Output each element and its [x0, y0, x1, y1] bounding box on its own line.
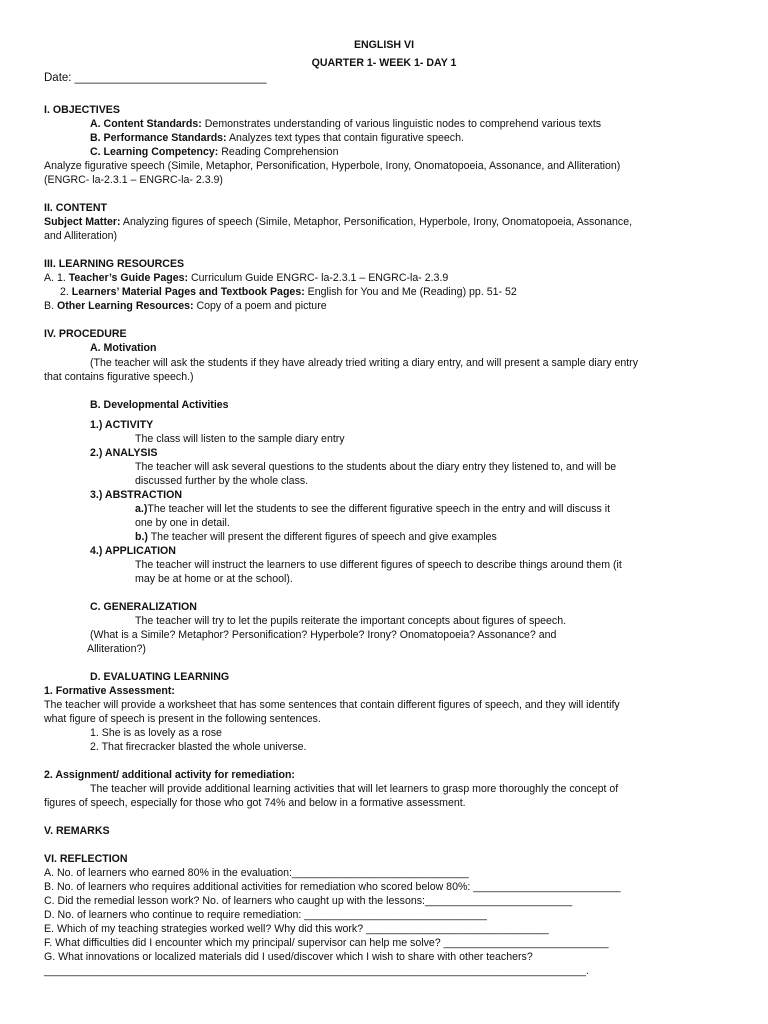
doc-title: ENGLISH VI: [353, 39, 415, 51]
content-standards: [90, 117, 601, 131]
remarks-heading: V. REMARKS: [44, 825, 110, 837]
activity-text: The class will listen to the sample diary entry: [135, 433, 345, 445]
generalization-line-1: The teacher will try to let the pupils reiterate the important concepts about figures of speech.: [135, 615, 567, 627]
reflection-e: E. Which of my teaching strategies worked well? Why did this work? _______________________________: [44, 923, 549, 935]
subject-matter-label: Subject Matter:: [44, 216, 121, 228]
procedure-heading: IV. PROCEDURE: [44, 328, 127, 340]
generalization-heading: C. GENERALIZATION: [90, 601, 197, 613]
application-heading: 4.) APPLICATION: [90, 545, 176, 557]
abstraction-a-text: The teacher will let the students to see the different figurative speech in the entry and will discuss it: [147, 503, 611, 515]
application-line-2: may be at home or at the school).: [135, 573, 293, 585]
motivation-line-2: that contains figurative speech.): [44, 371, 194, 383]
content-standards-text: Demonstrates understanding of various linguistic nodes to comprehend various texts: [201, 118, 602, 130]
motivation-line-1: (The teacher will ask the students if they have already tried writing a diary entry, and will present a sample diary entry: [90, 357, 638, 369]
abstraction-a-label: a.): [135, 503, 148, 515]
learning-competency-label: C. Learning Competency:: [90, 146, 219, 158]
subject-matter: [44, 215, 632, 229]
teachers-guide-text: Curriculum Guide ENGRC- la-2.3.1 – ENGRC-la- 2.3.9: [188, 272, 449, 284]
content-heading: II. CONTENT: [44, 202, 107, 214]
teachers-guide-pages: [44, 271, 448, 285]
application-line-1: The teacher will instruct the learners to use different figures of speech to describe things around them (it: [135, 559, 622, 571]
evaluating-heading: D. EVALUATING LEARNING: [90, 671, 230, 683]
learning-competency-text: Reading Comprehension: [218, 146, 339, 158]
abstraction-b-label: b.): [135, 531, 148, 543]
assignment-line-2: figures of speech, especially for those who got 74% and below in a formative assessment.: [44, 797, 466, 809]
learners-material-pages: [60, 285, 517, 299]
other-resources-label: Other Learning Resources:: [56, 300, 194, 312]
reflection-d: D. No. of learners who continue to require remediation: _______________________________: [44, 909, 487, 921]
analysis-line-1: The teacher will ask several questions to the students about the diary entry they listened to, and will be: [135, 461, 617, 473]
reflection-c: C. Did the remedial lesson work? No. of learners who caught up with the lessons:_________________________: [44, 895, 573, 907]
doc-subtitle: QUARTER 1- WEEK 1- DAY 1: [311, 57, 457, 69]
resources-heading: III. LEARNING RESOURCES: [44, 258, 185, 270]
assignment-heading: 2. Assignment/ additional activity for remediation:: [44, 769, 295, 781]
abstraction-b: [135, 530, 497, 544]
reflection-a: A. No. of learners who earned 80% in the evaluation:______________________________: [44, 867, 469, 879]
analyze-line: Analyze figurative speech (Simile, Metaphor, Personification, Hyperbole, Irony, Onomatopoeia, Assonance, and Alliteration): [44, 160, 621, 172]
assignment-line-1: The teacher will provide additional learning activities that will let learners to grasp more thoroughly the concept of: [90, 783, 619, 795]
performance-standards: [90, 131, 464, 145]
developmental-heading: B. Developmental Activities: [90, 399, 229, 411]
subject-matter-text: Analyzing figures of speech (Simile, Metaphor, Personification, Hyperbole, Irony, Onomatopoeia, Assonance,: [120, 216, 633, 228]
abstraction-a: [135, 502, 610, 516]
reflection-g: G. What innovations or localized materials did I used/discover which I wish to share with other teachers?: [44, 951, 533, 963]
reflection-f: F. What difficulties did I encounter which my principal/ supervisor can help me solve? ____________________________: [44, 937, 609, 949]
formative-line-2: what figure of speech is present in the following sentences.: [44, 713, 321, 725]
teachers-guide-label: Teacher’s Guide Pages:: [68, 272, 189, 284]
performance-standards-label: B. Performance Standards:: [90, 132, 227, 144]
resource-3-prefix: B.: [44, 300, 57, 312]
formative-item-1: 1. She is as lovely as a rose: [90, 727, 222, 739]
learners-material-text: English for You and Me (Reading) pp. 51- 52: [304, 286, 517, 298]
abstraction-b-text: The teacher will present the different figures of speech and give examples: [147, 531, 497, 543]
analysis-heading: 2.) ANALYSIS: [90, 447, 158, 459]
activity-heading: 1.) ACTIVITY: [90, 419, 154, 431]
formative-item-2: 2. That firecracker blasted the whole universe.: [90, 741, 307, 753]
generalization-line-2: (What is a Simile? Metaphor? Personification? Hyperbole? Irony? Onomatopoeia? Assonance? and: [90, 629, 557, 641]
learners-material-label: Learners’ Material Pages and Textbook Pages:: [71, 286, 305, 298]
other-resources: [44, 299, 327, 313]
reflection-b: B. No. of learners who requires additional activities for remediation who scored below 80%: _________________________: [44, 881, 621, 893]
analysis-line-2: discussed further by the whole class.: [135, 475, 309, 487]
learning-competency: [90, 145, 338, 159]
generalization-line-3: Alliteration?): [87, 643, 146, 655]
competency-codes: (ENGRC- la-2.3.1 – ENGRC-la- 2.3.9): [44, 174, 223, 186]
objectives-heading: I. OBJECTIVES: [44, 104, 120, 116]
formative-line-1: The teacher will provide a worksheet that has some sentences that contain different figures of speech, and they will identify: [44, 699, 620, 711]
abstraction-heading: 3.) ABSTRACTION: [90, 489, 183, 501]
other-resources-text: Copy of a poem and picture: [193, 300, 327, 312]
reflection-g-answer-line: ____________________________________________________________________________________________.: [44, 965, 589, 977]
abstraction-a-cont: one by one in detail.: [135, 517, 230, 529]
resource-1-prefix: A. 1.: [44, 272, 69, 284]
date-field: Date: ______________________________: [44, 72, 267, 84]
formative-heading: 1. Formative Assessment:: [44, 685, 175, 697]
subject-matter-cont: and Alliteration): [44, 230, 118, 242]
performance-standards-text: Analyzes text types that contain figurative speech.: [226, 132, 464, 144]
content-standards-label: A. Content Standards:: [90, 118, 202, 130]
motivation-heading: A. Motivation: [90, 342, 157, 354]
reflection-heading: VI. REFLECTION: [44, 853, 128, 865]
resource-2-prefix: 2.: [60, 286, 72, 298]
